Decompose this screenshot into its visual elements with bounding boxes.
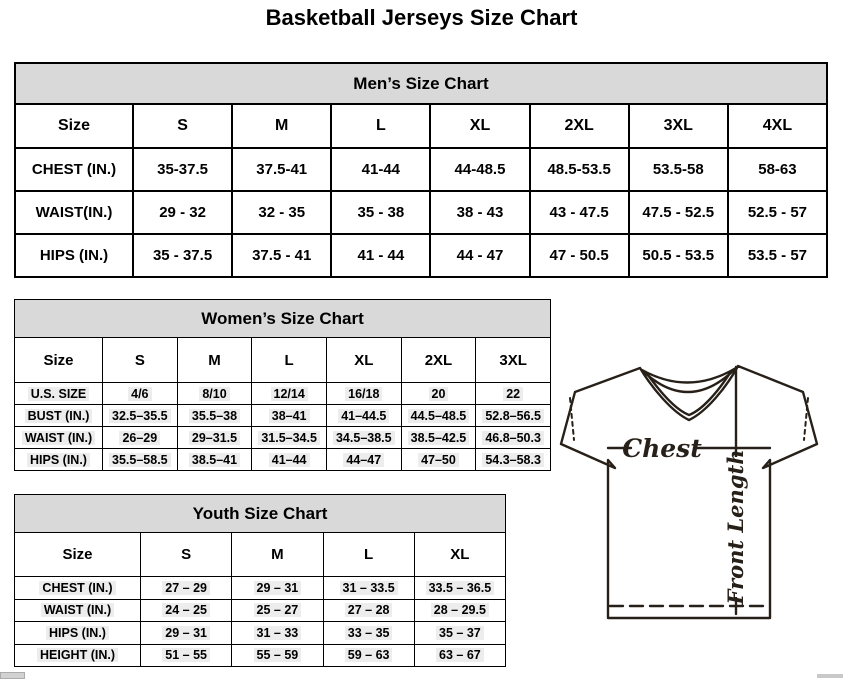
cell-text: 44.5–48.5: [408, 409, 470, 423]
value-cell: 44-48.5: [430, 148, 529, 191]
table-row: [15, 148, 827, 191]
value-cell: [141, 599, 232, 622]
value-cell: [414, 599, 505, 622]
size-column-header: XL: [414, 533, 505, 577]
cell-text: 35.5–58.5: [109, 453, 171, 467]
cell-text: 26–29: [119, 431, 160, 445]
cell-text: 41–44: [269, 453, 310, 467]
cell-text: 16/18: [345, 387, 382, 401]
value-cell: 41 - 44: [331, 234, 430, 277]
size-column-header: 3XL: [476, 338, 551, 383]
cell-text: 27 – 28: [345, 603, 393, 617]
table-title-row: [15, 495, 506, 533]
cell-text: 22: [503, 387, 523, 401]
cell-text: 54.3–58.3: [482, 453, 544, 467]
row-label-cell: CHEST (IN.): [15, 148, 133, 191]
cell-text: 55 – 59: [254, 648, 302, 662]
youth-size-table: [14, 494, 506, 667]
cell-text: 8/10: [199, 387, 229, 401]
size-header-row: [15, 104, 827, 148]
cell-text: 29 – 31: [254, 581, 302, 595]
row-label-cell: [15, 427, 103, 449]
cell-text: 46.8–50.3: [482, 431, 544, 445]
value-cell: 35 - 38: [331, 191, 430, 234]
value-cell: 43 - 47.5: [530, 191, 629, 234]
size-header-label: Size: [15, 104, 133, 148]
value-cell: [232, 577, 323, 600]
row-label-cell: WAIST(IN.): [15, 191, 133, 234]
cell-text: WAIST (IN.): [22, 431, 95, 445]
table-title-row: [15, 63, 827, 104]
cell-text: 29–31.5: [189, 431, 240, 445]
row-label-cell: [15, 644, 141, 667]
cell-text: 33.5 – 36.5: [426, 581, 495, 595]
table-row: [15, 599, 506, 622]
size-column-header: S: [133, 104, 232, 148]
size-column-header: L: [252, 338, 327, 383]
value-cell: 37.5-41: [232, 148, 331, 191]
cell-text: 31 – 33.5: [340, 581, 398, 595]
value-cell: [326, 427, 401, 449]
value-cell: [141, 644, 232, 667]
value-cell: 52.5 - 57: [728, 191, 827, 234]
size-column-header: XL: [430, 104, 529, 148]
cell-text: HEIGHT (IN.): [37, 648, 118, 662]
row-label-cell: [15, 577, 141, 600]
value-cell: [177, 427, 252, 449]
cell-text: CHEST (IN.): [39, 581, 115, 595]
size-header-row: [15, 533, 506, 577]
value-cell: 35-37.5: [133, 148, 232, 191]
table-row: [15, 234, 827, 277]
cell-text: 31 – 33: [254, 626, 302, 640]
value-cell: [401, 405, 476, 427]
value-cell: 47 - 50.5: [530, 234, 629, 277]
value-cell: [232, 622, 323, 645]
value-cell: [414, 644, 505, 667]
size-column-header: L: [331, 104, 430, 148]
cell-text: 59 – 63: [345, 648, 393, 662]
table-row: [15, 427, 551, 449]
value-cell: [252, 427, 327, 449]
cell-text: 38.5–41: [189, 453, 240, 467]
value-cell: 41-44: [331, 148, 430, 191]
size-column-header: M: [177, 338, 252, 383]
value-cell: 37.5 - 41: [232, 234, 331, 277]
table-row: [15, 383, 551, 405]
size-column-header: M: [232, 104, 331, 148]
size-column-header: 4XL: [728, 104, 827, 148]
mens-size-table: [14, 62, 828, 278]
cell-text: 44–47: [343, 453, 384, 467]
value-cell: [103, 449, 178, 471]
table-row: [15, 622, 506, 645]
table-title: Youth Size Chart: [15, 495, 506, 533]
cell-text: 29 – 31: [162, 626, 210, 640]
value-cell: [476, 427, 551, 449]
cell-text: 31.5–34.5: [258, 431, 320, 445]
row-label-cell: [15, 405, 103, 427]
cell-text: 32.5–35.5: [109, 409, 171, 423]
cell-text: 47–50: [418, 453, 459, 467]
cell-text: 38–41: [269, 409, 310, 423]
value-cell: 32 - 35: [232, 191, 331, 234]
cell-text: 35 – 37: [436, 626, 484, 640]
value-cell: [232, 599, 323, 622]
size-header-row: [15, 338, 551, 383]
cell-text: BUST (IN.): [25, 409, 93, 423]
cell-text: HIPS (IN.): [27, 453, 90, 467]
value-cell: [414, 622, 505, 645]
value-cell: 58-63: [728, 148, 827, 191]
row-label-cell: HIPS (IN.): [15, 234, 133, 277]
cell-text: 12/14: [271, 387, 308, 401]
chest-label: Chest: [622, 434, 702, 463]
value-cell: [476, 405, 551, 427]
value-cell: [401, 449, 476, 471]
value-cell: 44 - 47: [430, 234, 529, 277]
cell-text: 4/6: [128, 387, 151, 401]
size-column-header: 2XL: [530, 104, 629, 148]
value-cell: 29 - 32: [133, 191, 232, 234]
size-column-header: S: [103, 338, 178, 383]
size-header-label: Size: [15, 338, 103, 383]
size-column-header: M: [232, 533, 323, 577]
value-cell: [103, 427, 178, 449]
table-row: [15, 577, 506, 600]
value-cell: [141, 622, 232, 645]
value-cell: 50.5 - 53.5: [629, 234, 728, 277]
value-cell: [252, 449, 327, 471]
value-cell: [252, 383, 327, 405]
value-cell: [103, 405, 178, 427]
cell-text: 63 – 67: [436, 648, 484, 662]
cell-text: 52.8–56.5: [482, 409, 544, 423]
scrollbar-fragment-left[interactable]: [0, 672, 25, 679]
value-cell: [177, 405, 252, 427]
value-cell: [323, 577, 414, 600]
scrollbar-fragment-right[interactable]: [817, 674, 843, 678]
row-label-cell: [15, 622, 141, 645]
table-row: [15, 449, 551, 471]
value-cell: 53.5 - 57: [728, 234, 827, 277]
row-label-cell: [15, 599, 141, 622]
cell-text: 33 – 35: [345, 626, 393, 640]
table-title: Men’s Size Chart: [15, 63, 827, 104]
value-cell: [476, 449, 551, 471]
table-row: [15, 191, 827, 234]
size-column-header: L: [323, 533, 414, 577]
size-column-header: S: [141, 533, 232, 577]
value-cell: [401, 427, 476, 449]
value-cell: [326, 449, 401, 471]
cell-text: 41–44.5: [338, 409, 389, 423]
table-row: [15, 405, 551, 427]
value-cell: [414, 577, 505, 600]
jersey-outline: [561, 366, 817, 618]
cell-text: WAIST (IN.): [41, 603, 114, 617]
jersey-measurement-diagram: [558, 360, 840, 628]
value-cell: 38 - 43: [430, 191, 529, 234]
cell-text: 28 – 29.5: [431, 603, 489, 617]
row-label-cell: [15, 449, 103, 471]
value-cell: [252, 405, 327, 427]
value-cell: [326, 405, 401, 427]
size-column-header: 3XL: [629, 104, 728, 148]
table-row: [15, 644, 506, 667]
value-cell: 53.5-58: [629, 148, 728, 191]
cell-text: U.S. SIZE: [28, 387, 90, 401]
row-label-cell: [15, 383, 103, 405]
value-cell: [323, 599, 414, 622]
value-cell: [476, 383, 551, 405]
size-column-header: XL: [326, 338, 401, 383]
cell-text: 38.5–42.5: [408, 431, 470, 445]
value-cell: [232, 644, 323, 667]
value-cell: 48.5-53.5: [530, 148, 629, 191]
cell-text: HIPS (IN.): [46, 626, 109, 640]
value-cell: [326, 383, 401, 405]
cell-text: 20: [429, 387, 449, 401]
value-cell: [323, 622, 414, 645]
womens-size-table: [14, 299, 551, 471]
cell-text: 34.5–38.5: [333, 431, 395, 445]
cell-text: 25 – 27: [254, 603, 302, 617]
size-column-header: 2XL: [401, 338, 476, 383]
value-cell: [141, 577, 232, 600]
value-cell: [401, 383, 476, 405]
value-cell: 47.5 - 52.5: [629, 191, 728, 234]
value-cell: [103, 383, 178, 405]
cell-text: 24 – 25: [162, 603, 210, 617]
front-length-label: Front Length: [723, 449, 748, 605]
size-header-label: Size: [15, 533, 141, 577]
page-title: Basketball Jerseys Size Chart: [265, 5, 578, 30]
cell-text: 35.5–38: [189, 409, 240, 423]
cell-text: 27 – 29: [162, 581, 210, 595]
cell-text: 51 – 55: [162, 648, 210, 662]
table-title-row: [15, 300, 551, 338]
value-cell: [323, 644, 414, 667]
value-cell: [177, 383, 252, 405]
value-cell: [177, 449, 252, 471]
table-title: Women’s Size Chart: [15, 300, 551, 338]
value-cell: 35 - 37.5: [133, 234, 232, 277]
